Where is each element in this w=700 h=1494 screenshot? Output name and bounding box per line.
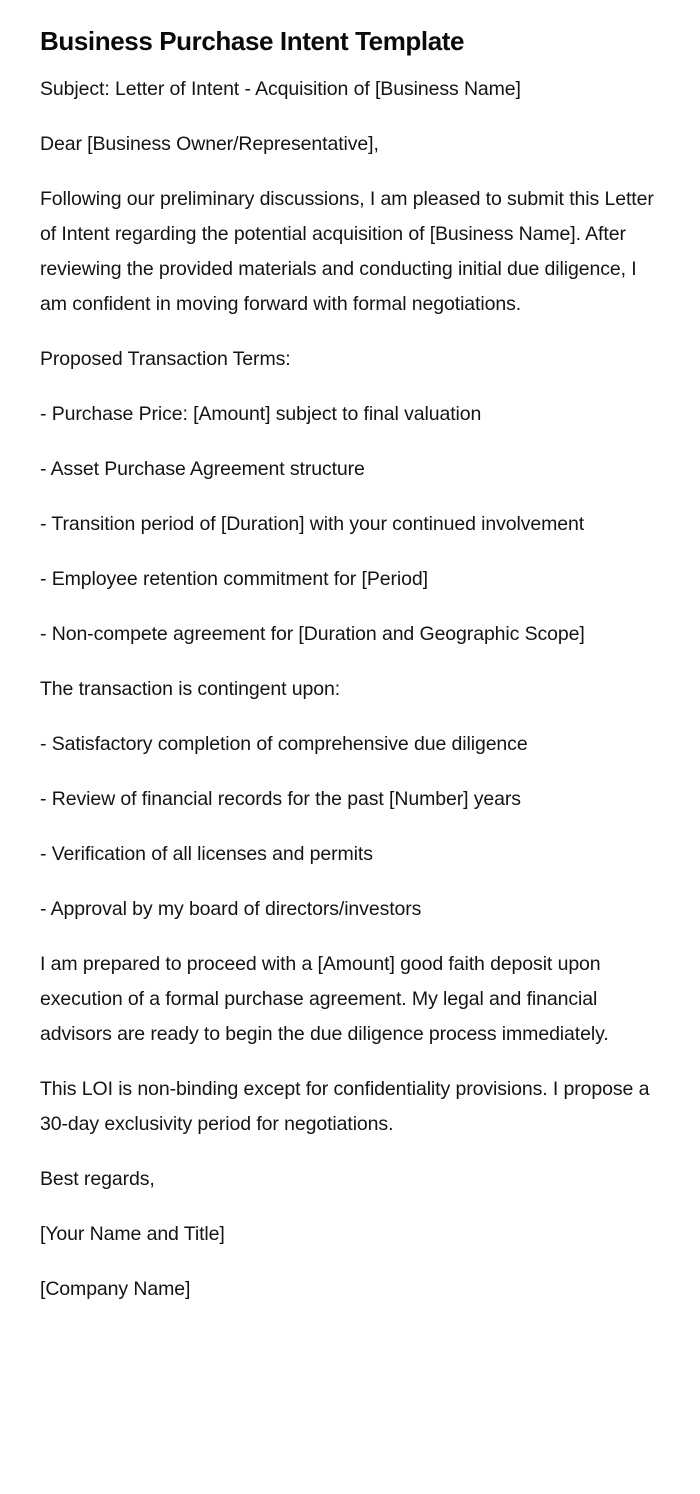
term-non-compete: - Non-compete agreement for [Duration and Geographic Scope] (40, 623, 585, 645)
signature-name-title: [Your Name and Title] (40, 1223, 225, 1245)
terms-heading: Proposed Transaction Terms: (40, 348, 291, 370)
subject-line: Subject: Letter of Intent - Acquisition of [Business Name] (40, 78, 521, 100)
contingencies-heading: The transaction is contingent upon: (40, 678, 341, 700)
term-employee-retention: - Employee retention commitment for [Period] (40, 568, 428, 590)
term-transition-period: - Transition period of [Duration] with your continued involvement (40, 513, 585, 535)
closing: Best regards, (40, 1168, 155, 1190)
term-agreement-structure: - Asset Purchase Agreement structure (40, 458, 365, 480)
document-title: Business Purchase Intent Template (40, 26, 465, 56)
non-binding-paragraph: This LOI is non-binding except for confidentiality provisions. I propose a 30-day exclusivity period for negotiations. (40, 1078, 650, 1135)
signature-company: [Company Name] (40, 1278, 191, 1300)
contingency-licenses: - Verification of all licenses and permits (40, 843, 373, 865)
intro-paragraph: Following our preliminary discussions, I am pleased to submit this Letter of Intent regarding the potential acquisition of [Business Name]. After reviewing the provided materials and conducting initial due diligence, I am confident in moving forward with formal negotiations. (40, 188, 654, 315)
contingency-due-diligence: - Satisfactory completion of comprehensive due diligence (40, 733, 528, 755)
deposit-paragraph: I am prepared to proceed with a [Amount] good faith deposit upon execution of a formal purchase agreement. My legal and financial advisors are ready to begin the due diligence process immediately. (40, 953, 609, 1045)
contingency-board-approval: - Approval by my board of directors/investors (40, 898, 422, 920)
contingency-financial-review: - Review of financial records for the past [Number] years (40, 788, 521, 810)
salutation: Dear [Business Owner/Representative], (40, 133, 379, 155)
term-purchase-price: - Purchase Price: [Amount] subject to final valuation (40, 403, 482, 425)
